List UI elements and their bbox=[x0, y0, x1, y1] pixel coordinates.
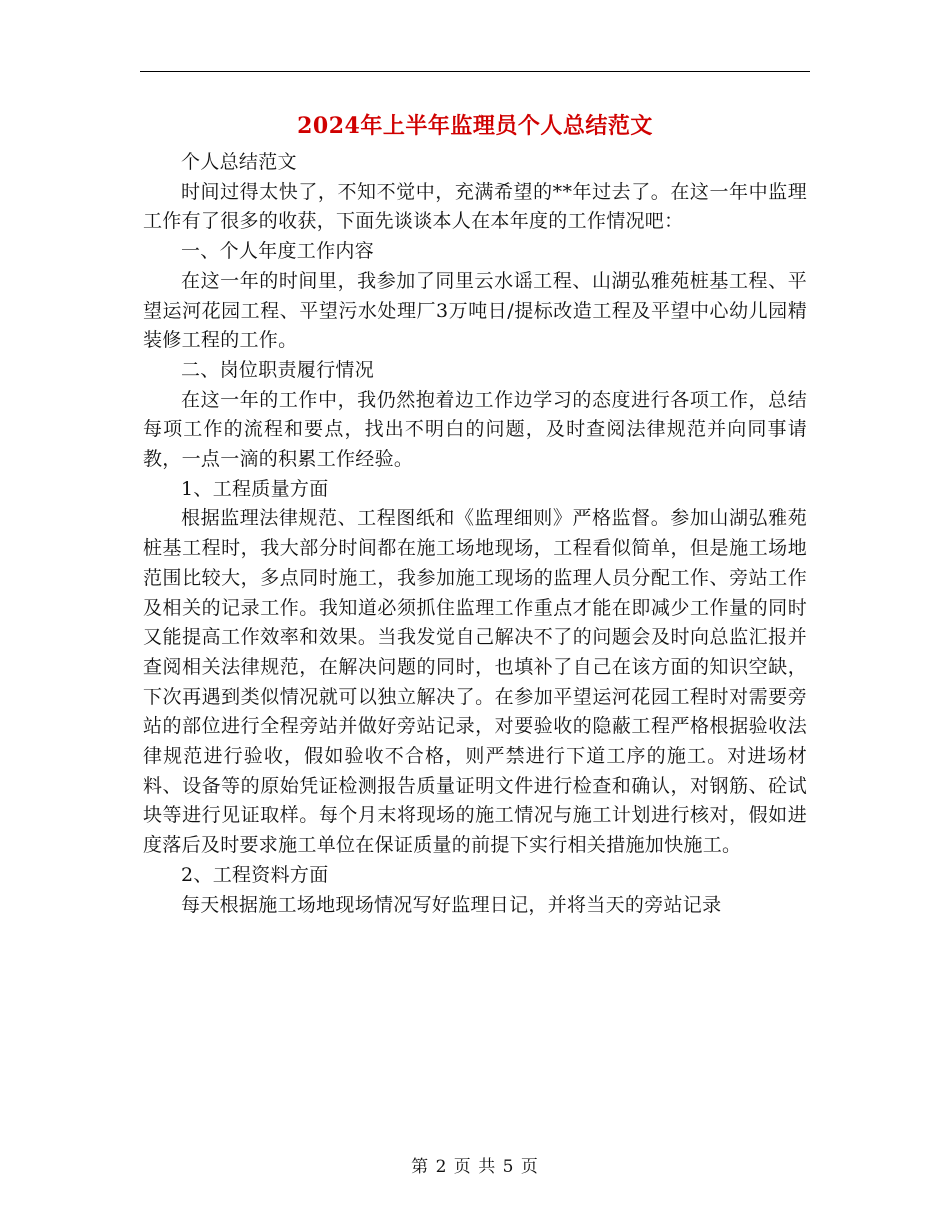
paragraph-duties: 在这一年的工作中，我仍然抱着边工作边学习的态度进行各项工作，总结每项工作的流程和要点，找出不明白的问题，及时查阅法律规范并向同事请教，一点一滴的积累工作经验。 bbox=[143, 388, 807, 471]
paragraph-intro: 时间过得太快了，不知不觉中，充满希望的**年过去了。在这一年中监理工作有了很多的收获，下面先谈谈本人在本年度的工作情况吧： bbox=[143, 180, 807, 233]
subsection-heading-quality: 1、工程质量方面 bbox=[181, 477, 329, 500]
paragraph-subtitle: 个人总结范文 bbox=[181, 151, 297, 173]
document-body bbox=[143, 148, 807, 920]
paragraph-documents: 每天根据施工场地现场情况写好监理日记，并将当天的旁站记录 bbox=[181, 893, 722, 916]
section-heading-work-content: 一、个人年度工作内容 bbox=[181, 240, 375, 263]
header-rule bbox=[140, 71, 810, 72]
paragraph-work-content: 在这一年的时间里，我参加了同里云水谣工程、山湖弘雅苑桩基工程、平望运河花园工程、平望污水处理厂3万吨日/提标改造工程及平望中心幼儿园精装修工程的工作。 bbox=[143, 269, 807, 352]
page-number-footer: 第 2 页 共 5 页 bbox=[411, 1157, 539, 1177]
subsection-heading-documents: 2、工程资料方面 bbox=[181, 863, 329, 886]
paragraph-quality: 根据监理法律规范、工程图纸和《监理细则》严格监督。参加山湖弘雅苑桩基工程时，我大部分时间都在施工场地现场，工程看似简单，但是施工场地范围比较大，多点同时施工，我参加施工现场的监理人员分配工作、旁站工作及相关的记录工作。我知道必须抓住监理工作重点才能在即减少工作量的同时又能提高工作效率和效果。当我发觉自己解决不了的问题会及时向总监汇报并查阅相关法律规范，在解决问题的同时，也填补了自己在该方面的知识空缺，下次再遇到类似情况就可以独立解决了。在参加平望运河花园工程时对需要旁站的部位进行全程旁站并做好旁站记录，对要验收的隐蔽工程严格根据验收法律规范进行验收，假如验收不合格，则严禁进行下道工序的施工。对进场材料、设备等的原始凭证检测报告质量证明文件进行检查和确认，对钢筋、砼试块等进行见证取样。每个月末将现场的施工情况与施工计划进行核对，假如进度落后及时要求施工单位在保证质量的前提下实行相关措施加快施工。 bbox=[143, 507, 807, 857]
document-title: 2024年上半年监理员个人总结范文 bbox=[297, 113, 653, 139]
section-heading-duties: 二、岗位职责履行情况 bbox=[181, 358, 375, 381]
